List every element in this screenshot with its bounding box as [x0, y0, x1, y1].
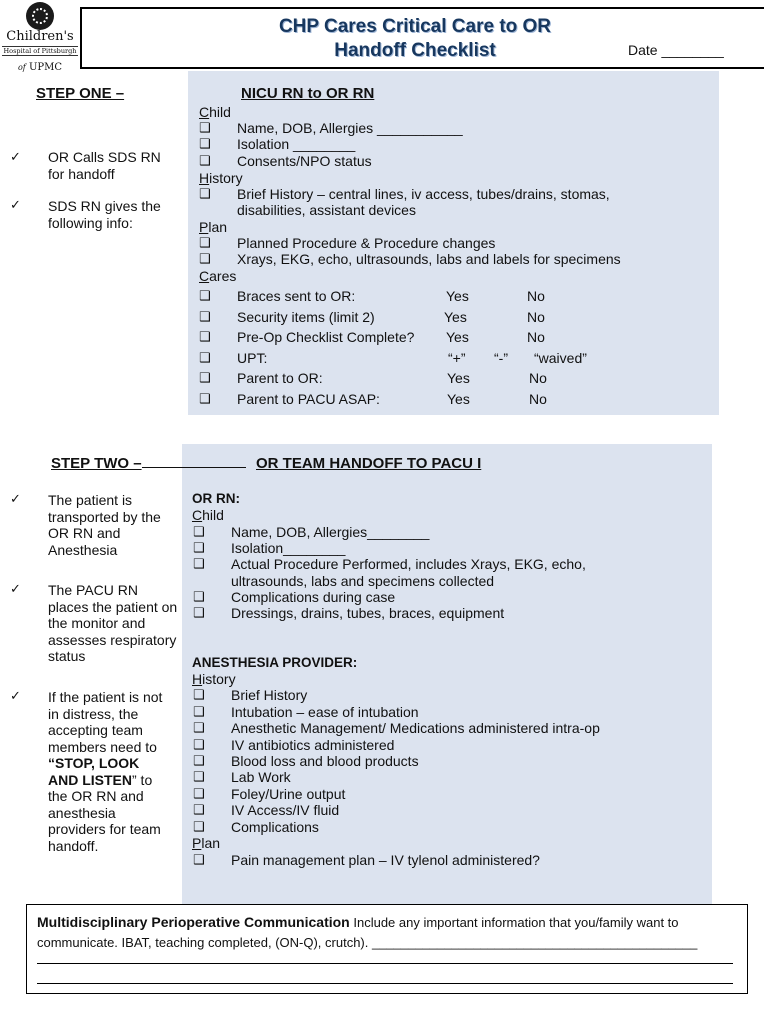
checkmark-icon: ✓ — [10, 197, 21, 212]
checkbox-icon[interactable]: ❑ — [193, 688, 205, 703]
checklist-item: Consents/NPO status — [237, 153, 372, 169]
checklist-item: Intubation – ease of intubation — [231, 704, 419, 720]
cares-label: Braces sent to OR: — [237, 288, 356, 304]
checklist-item: Isolation ________ — [237, 136, 356, 152]
checkbox-icon[interactable]: ❑ — [193, 770, 205, 785]
date-field[interactable]: Date ________ — [628, 42, 724, 58]
checkbox-icon[interactable]: ❑ — [199, 187, 211, 202]
checklist-item: Planned Procedure & Procedure changes — [237, 235, 496, 251]
logo-emblem-icon — [26, 2, 54, 30]
checkbox-icon[interactable]: ❑ — [199, 154, 211, 169]
checkbox-icon[interactable]: ❑ — [199, 289, 211, 304]
checkmark-icon: ✓ — [10, 491, 21, 506]
option-no[interactable]: No — [529, 391, 547, 407]
list-item: SDS RN gives the following info: — [48, 198, 161, 231]
checkbox-icon[interactable]: ❑ — [193, 853, 205, 868]
checkbox-icon[interactable]: ❑ — [193, 705, 205, 720]
checklist-item: Actual Procedure Performed, includes Xrays, EKG, echo, — [231, 556, 586, 572]
option-no[interactable]: No — [529, 370, 547, 386]
checklist-item: Isolation________ — [231, 540, 346, 556]
checkbox-icon[interactable]: ❑ — [193, 557, 205, 572]
category-child: Child — [199, 104, 231, 120]
checkmark-icon: ✓ — [10, 149, 21, 164]
option-yes[interactable]: Yes — [447, 370, 470, 386]
checkbox-icon[interactable]: ❑ — [199, 351, 211, 366]
logo-name: Children's — [6, 29, 74, 44]
category-plan: Plan — [199, 219, 228, 235]
checklist-item: IV antibiotics administered — [231, 737, 395, 753]
option-no[interactable]: No — [527, 309, 545, 325]
checkbox-icon[interactable]: ❑ — [199, 392, 211, 407]
checklist-item: Anesthetic Management/ Medications administered intra-op — [231, 720, 600, 736]
option-yes[interactable]: Yes — [444, 309, 467, 325]
section-or-rn: OR RN: — [192, 491, 240, 506]
list-item: The PACU RN places the patient on the monitor and assesses respiratory status — [48, 582, 178, 664]
checkbox-icon[interactable]: ❑ — [193, 721, 205, 736]
step-one-heading: NICU RN to OR RN — [241, 85, 375, 102]
category-history: History — [199, 170, 243, 186]
checkbox-icon[interactable]: ❑ — [193, 754, 205, 769]
communication-text: Multidisciplinary Perioperative Communication Include any important information that you/family want to communicate. IBAT, teaching completed, (ON-Q), crutch). _____________________________________________ — [37, 914, 698, 950]
cares-label: Pre-Op Checklist Complete? — [237, 329, 415, 345]
category-history: History — [192, 671, 236, 687]
category-plan: Plan — [192, 835, 221, 851]
checkbox-icon[interactable]: ❑ — [193, 803, 205, 818]
step-two-heading: OR TEAM HANDOFF TO PACU I — [256, 455, 482, 472]
checklist-item: Pain management plan – IV tylenol administered? — [231, 852, 540, 868]
write-in-line[interactable] — [37, 963, 733, 964]
list-item: The patient is transported by the OR RN and Anesthesia — [48, 492, 161, 558]
checkbox-icon[interactable]: ❑ — [193, 541, 205, 556]
category-cares: Cares — [199, 268, 237, 284]
cares-label: Parent to OR: — [237, 370, 323, 386]
checklist-item: Blood loss and blood products — [231, 753, 419, 769]
checkbox-icon[interactable]: ❑ — [193, 525, 205, 540]
checkbox-icon[interactable]: ❑ — [193, 738, 205, 753]
checklist-item-cont: ultrasounds, labs and specimens collected — [231, 573, 495, 589]
checklist-item: Brief History – central lines, iv access, tubes/drains, stomas, — [237, 186, 610, 202]
checklist-item: Brief History — [231, 687, 308, 703]
checkbox-icon[interactable]: ❑ — [199, 121, 211, 136]
checkbox-icon[interactable]: ❑ — [193, 820, 205, 835]
checklist-item: Lab Work — [231, 769, 291, 785]
cares-label: Security items (limit 2) — [237, 309, 375, 325]
option-plus[interactable]: “+” — [448, 350, 466, 366]
option-no[interactable]: No — [527, 288, 545, 304]
option-yes[interactable]: Yes — [446, 329, 469, 345]
checklist-item: Complications during case — [231, 589, 396, 605]
checklist-item: Xrays, EKG, echo, ultrasounds, labs and labels for specimens — [237, 251, 621, 267]
checkmark-icon: ✓ — [10, 581, 21, 596]
checklist-item: Name, DOB, Allergies ___________ — [237, 120, 463, 136]
cares-label: Parent to PACU ASAP: — [237, 391, 380, 407]
communication-box — [26, 904, 748, 994]
checkbox-icon[interactable]: ❑ — [193, 606, 205, 621]
checkbox-icon[interactable]: ❑ — [199, 252, 211, 267]
checkbox-icon[interactable]: ❑ — [199, 330, 211, 345]
checklist-item: Dressings, drains, tubes, braces, equipment — [231, 605, 505, 621]
step-two-label: STEP TWO – — [51, 455, 246, 472]
checklist-item: IV Access/IV fluid — [231, 802, 340, 818]
option-no[interactable]: No — [527, 329, 545, 345]
logo-upmc: of UPMC — [17, 62, 62, 73]
checklist-item: Foley/Urine output — [231, 786, 346, 802]
checklist-item: Complications — [231, 819, 319, 835]
list-item: OR Calls SDS RN for handoff — [48, 149, 161, 182]
checkbox-icon[interactable]: ❑ — [199, 137, 211, 152]
write-in-line[interactable] — [37, 983, 733, 984]
option-waived[interactable]: “waived” — [534, 350, 587, 366]
checkmark-icon: ✓ — [10, 688, 21, 703]
checkbox-icon[interactable]: ❑ — [199, 371, 211, 386]
step-one-label: STEP ONE – — [36, 85, 125, 102]
checkbox-icon[interactable]: ❑ — [199, 310, 211, 325]
option-yes[interactable]: Yes — [446, 288, 469, 304]
category-child: Child — [192, 507, 224, 523]
hospital-logo — [2, 2, 78, 76]
section-anesthesia: ANESTHESIA PROVIDER: — [192, 655, 358, 670]
checkbox-icon[interactable]: ❑ — [193, 787, 205, 802]
checklist-item: Name, DOB, Allergies________ — [231, 524, 430, 540]
option-minus[interactable]: “-” — [494, 350, 508, 366]
checklist-item-cont: disabilities, assistant devices — [237, 202, 416, 218]
cares-label: UPT: — [237, 350, 268, 366]
checkbox-icon[interactable]: ❑ — [193, 590, 205, 605]
page-title: CHP Cares Critical Care to OR Handoff Checklist — [278, 16, 552, 61]
option-yes[interactable]: Yes — [447, 391, 470, 407]
checkbox-icon[interactable]: ❑ — [199, 236, 211, 251]
list-item: If the patient is not in distress, the accepting team members need to “STOP, LOOK AND LISTEN” to the OR RN and anesthesia providers for team handoff. — [48, 689, 163, 854]
logo-hospital: Hospital of Pittsburgh — [3, 47, 77, 55]
